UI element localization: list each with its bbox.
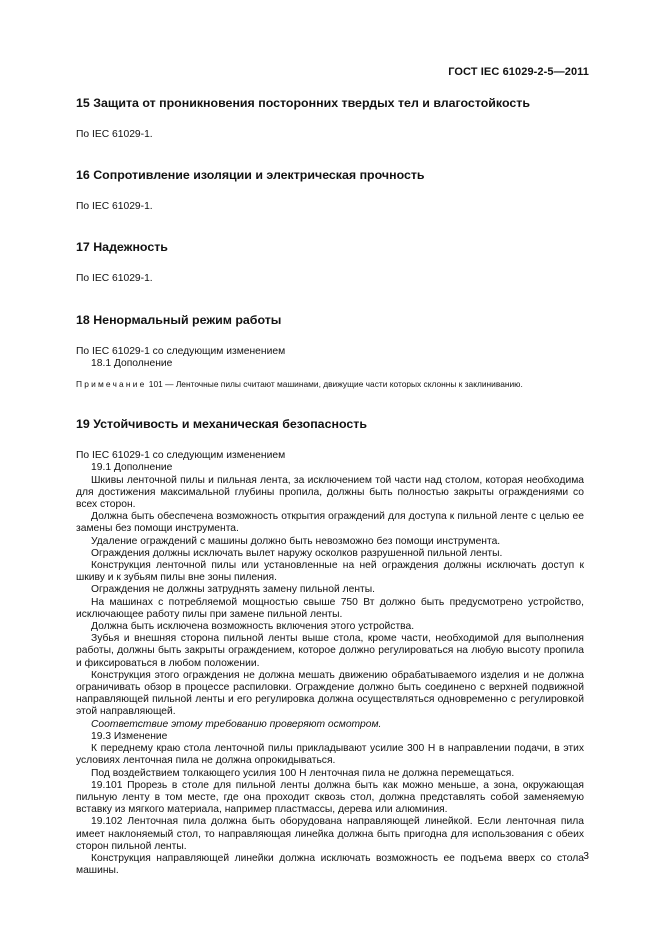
section-15-body: По IEC 61029-1.: [76, 129, 153, 140]
section-19-para: Удаление ограждений с машины должно быть невозможно без помощи инструмента.: [91, 535, 501, 547]
section-19-para: К переднему краю стола ленточной пилы прикладывают усилие 300 Н в направлении подачи, в этих условиях ленточная пила не должна опрокидываться.: [76, 743, 584, 767]
page-number: 3: [583, 851, 589, 862]
document-header: ГОСТ IEC 61029-2-5—2011: [448, 66, 589, 78]
section-19-para: 19.1 Дополнение: [91, 462, 173, 474]
section-19-para: Должна быть исключена возможность включения этого устройства.: [91, 621, 415, 633]
section-18-note: [76, 378, 584, 390]
section-19-para: Шкивы ленточной пилы и пильная лента, за исключением той части над столом, которая необходима для достижения максимальной глубины пропила, должны быть полностью закрыты ограждениями со всех сторон.: [76, 474, 584, 511]
section-19-compliance: Соответствие этому требованию проверяют осмотром.: [91, 718, 382, 730]
note-label: Примечание: [76, 379, 147, 390]
section-18-subclause: 18.1 Дополнение: [91, 357, 173, 369]
section-17-title: 17 Надежность: [76, 240, 168, 255]
section-19-para: 19.101 Прорезь в столе для пильной ленты должна быть как можно меньше, а зона, окружающая пильную ленту в том месте, где она проходит сквозь стол, должна представлять собой заменяемую вставку из мягкого материала, например пластмассы, дерева или алюминия.: [76, 779, 584, 816]
section-19-para: Под воздействием толкающего усилия 100 Н ленточная пила не должна перемещаться.: [91, 767, 515, 779]
section-19-title: 19 Устойчивость и механическая безопасность: [76, 417, 367, 432]
section-19-para: 19.3 Изменение: [91, 730, 168, 742]
section-19-para: Ограждения должны исключать вылет наружу осколков разрушенной пильной ленты.: [91, 547, 503, 559]
section-19-para: Ограждения не должны затруднять замену пильной ленты.: [91, 584, 375, 596]
document-body: [76, 95, 584, 877]
section-17-body: По IEC 61029-1.: [76, 273, 153, 285]
section-18-intro: По IEC 61029-1 со следующим изменением: [76, 345, 286, 357]
section-15-title: 15 Защита от проникновения посторонних твердых тел и влагостойкость: [76, 96, 530, 110]
note-text: 101 — Ленточные пилы считают машинами, движущие части которых склонны к заклиниванию.: [146, 379, 523, 390]
section-18-title: 18 Ненормальный режим работы: [76, 312, 282, 327]
section-19-para: Зубья и внешняя сторона пильной ленты выше стола, кроме части, необходимой для выполнения работы, должны быть закрыты ограждением, которое должно регулироваться на любую высоту пропила и фиксироваться в любом положении.: [76, 633, 584, 669]
section-16-body: По IEC 61029-1.: [76, 201, 153, 213]
section-19-para: Должна быть обеспечена возможность открытия ограждений для доступа к пильной ленте с целью ее замены без помощи инструмента.: [76, 511, 584, 535]
section-19-para: На машинах с потребляемой мощностью свыше 750 Вт должно быть предусмотрено устройство, исключающее работу пилы при замене пильной ленты.: [76, 596, 584, 620]
section-19-para: 19.102 Ленточная пила должна быть оборудована направляющей линейкой. Если ленточная пила имеет наклоняемый стол, то направляющая линейка должна быть пригодна для использования с обеих сторон пильной ленты.: [76, 816, 584, 852]
section-19-para: Конструкция этого ограждения не должна мешать движению обрабатываемого изделия и не должна ограничивать обзор в процессе распиловки. Ограждение должно быть соединено с верхней подвижной направляющей пильной ленты и его регулировка должна осуществляться одновременно с регулировкой этой направляющей.: [76, 669, 584, 718]
section-19-intro: По IEC 61029-1 со следующим изменением: [76, 450, 286, 462]
section-19-para: Конструкция направляющей линейки должна исключать возможность ее подъема вверх со стола машины.: [76, 852, 584, 877]
section-19-para: Конструкция ленточной пилы или установленные на ней ограждения должны исключать доступ к шкиву и к зубьям пилы вне зоны пиления.: [76, 560, 584, 584]
section-16-title: 16 Сопротивление изоляции и электрическая прочность: [76, 168, 425, 183]
